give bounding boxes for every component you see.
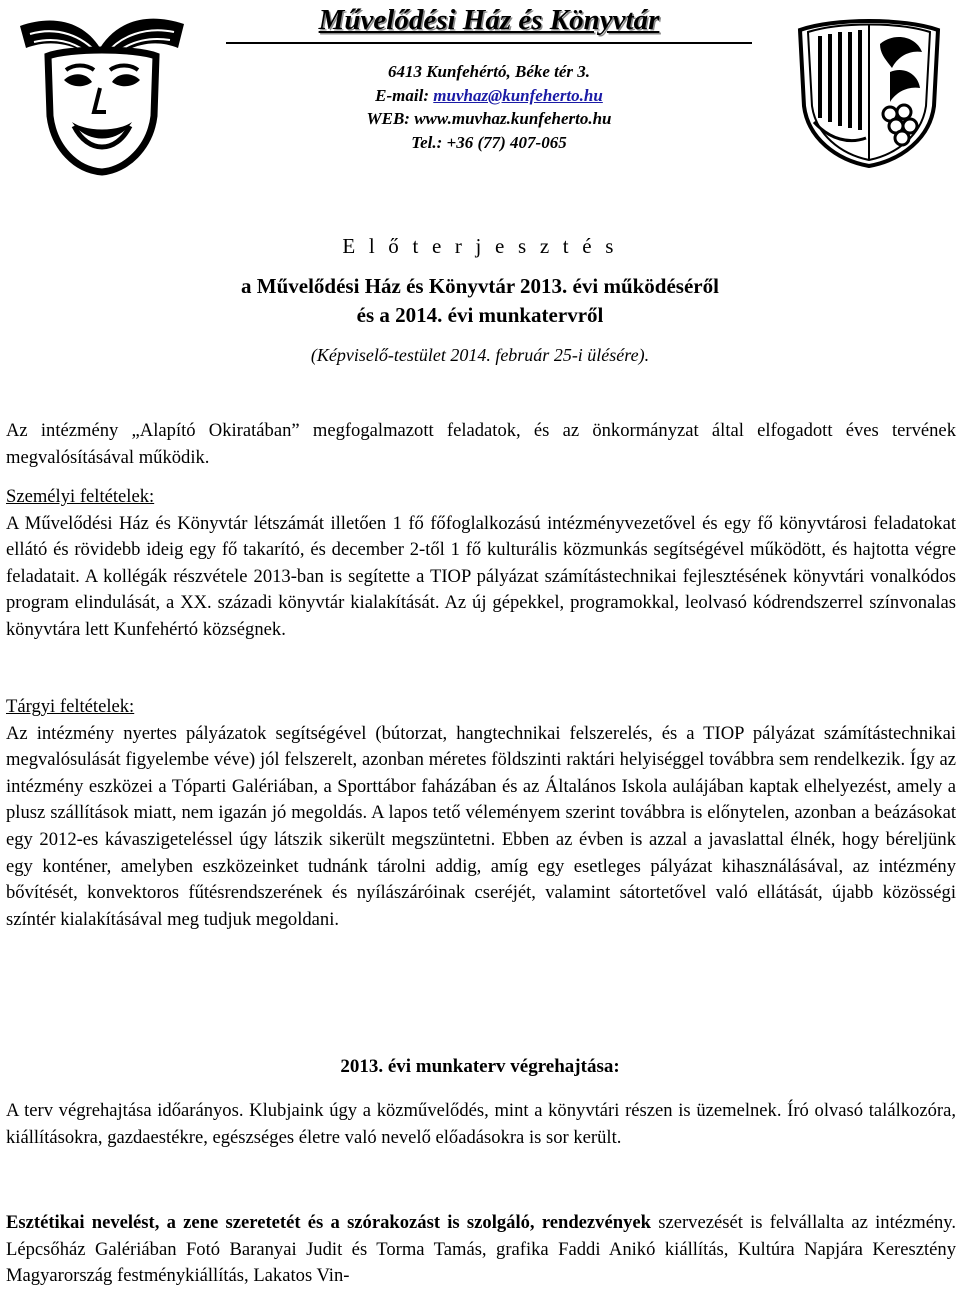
phone: Tel.: +36 (77) 407-065: [411, 132, 567, 152]
email-line: [226, 84, 752, 108]
email-label: E-mail:: [375, 85, 434, 105]
contact-block: [226, 60, 752, 154]
personal-section: [6, 484, 956, 644]
mask-logo-icon: [14, 8, 190, 176]
organization-title: Művelődési Ház és Könyvtár: [318, 4, 660, 36]
material-section: [6, 694, 956, 933]
personal-heading: Személyi feltételek:: [6, 486, 155, 507]
meeting-note: (Képviselő-testület 2014. február 25-i ülésére).: [310, 345, 650, 365]
aesthetic-section: [6, 1210, 956, 1290]
web-address: WEB: www.muvhaz.kunfeherto.hu: [366, 109, 612, 128]
document-subtitle: [0, 272, 960, 330]
subtitle-line-2: és a 2014. évi munkatervről: [356, 303, 604, 327]
intro-paragraph: Az intézmény „Alapító Okiratában” megfogalmazott feladatok, és az önkormányzat által elfogadott éves tervének megvalósításával működik.: [6, 420, 956, 468]
aesthetic-bold-lead: Esztétikai nevelést, a zene szeretetét és a szórakozást is szolgáló, rendezvények: [6, 1212, 651, 1233]
document-type: E l ő t e r j e s z t é s: [342, 234, 618, 258]
title-rule: [226, 42, 752, 44]
intro-section: [6, 418, 956, 471]
aesthetic-text: szervezését is felvállalta az intézmény. Lépcsőház Galériában Fotó Baranyai Judit és Torma Tamás, grafika Faddi Anikó kiállítás, Kultúra Napjára Keresztény Magyarország festménykiállítás, Lakatos Vin-: [6, 1212, 956, 1287]
address: 6413 Kunfehértó, Béke tér 3.: [387, 62, 591, 81]
personal-paragraph: A Művelődési Ház és Könyvtár létszámát illetően 1 fő főfoglalkozású intézményvezetővel és egy fő könyvtárosi feladatokat ellátó és rövidebb ideig egy fő takarító, és december 2-től 1 fő kulturális közmunkás segítségével működött, és hajtotta végre feladatait. A kollégák részvétele 2013-ban is segítette a TIOP pályázat számítástechnikai fejlesztésének könyvtári vonalkódos program elindulását, a XX. századi könyvtár kialakítását. Az új gépekkel, programokkal, leolvasó kódrendszerrel színvonalas könyvtára lett Kunfehértó községnek.: [6, 512, 956, 640]
theatre-mask-book-logo: [14, 8, 190, 176]
email-link[interactable]: muvhaz@kunfeherto.hu: [433, 85, 603, 105]
material-paragraph: Az intézmény nyertes pályázatok segítségével (bútorzat, hangtechnikai felszerelés, és a TIOP pályázat számítástechnikai megvalósulását figyelembe véve) jól felszerelt, azonban méretes földszinti raktári helyiséggel továbbra sem rendelkezik. Így az intézmény eszközei a Tóparti Galériában, a Sporttábor faházában és az Általános Iskola aulájában kaptak elhelyezést, amely a plusz szállítások miatt, nem igazán jó megoldás. A lapos tető véleményem szerint továbbra is előnytelen, azonban a beázásokat egy 2012-es kávaszigeteléssel úgy látszik sikerült megszüntetni. Ebben az évben is azzal a javaslattal élnék, hogy béreljünk egy konténer, amelyben eszközeinket tudnánk tárolni addig, amíg egy esetleges pályázat kihasználásával, az intézmény bővítését, konvektoros fűtésrendszerének és nyílászáróinak cseréjét, valamint sátortetővel való ellátását, újabb közösségi színtér kialakításával meg tudjuk megoldani.: [6, 722, 956, 930]
subtitle-line-1: a Művelődési Ház és Könyvtár 2013. évi működéséről: [241, 274, 719, 298]
plan-section: [6, 1098, 956, 1151]
coat-of-arms-logo: [794, 10, 944, 170]
plan-paragraph: A terv végrehajtása időarányos. Klubjaink úgy a közművelődés, mint a könyvtári részen is üzemelnek. Író olvasó találkozóra, kiállításokra, gazdaestékre, egészséges életre való nevelő előadásokra is sor került.: [6, 1100, 956, 1148]
aesthetic-paragraph: [6, 1210, 956, 1290]
material-heading: Tárgyi feltételek:: [6, 696, 135, 717]
coat-of-arms-icon: [794, 10, 944, 170]
plan-section-title: 2013. évi munkaterv végrehajtása:: [340, 1056, 620, 1077]
